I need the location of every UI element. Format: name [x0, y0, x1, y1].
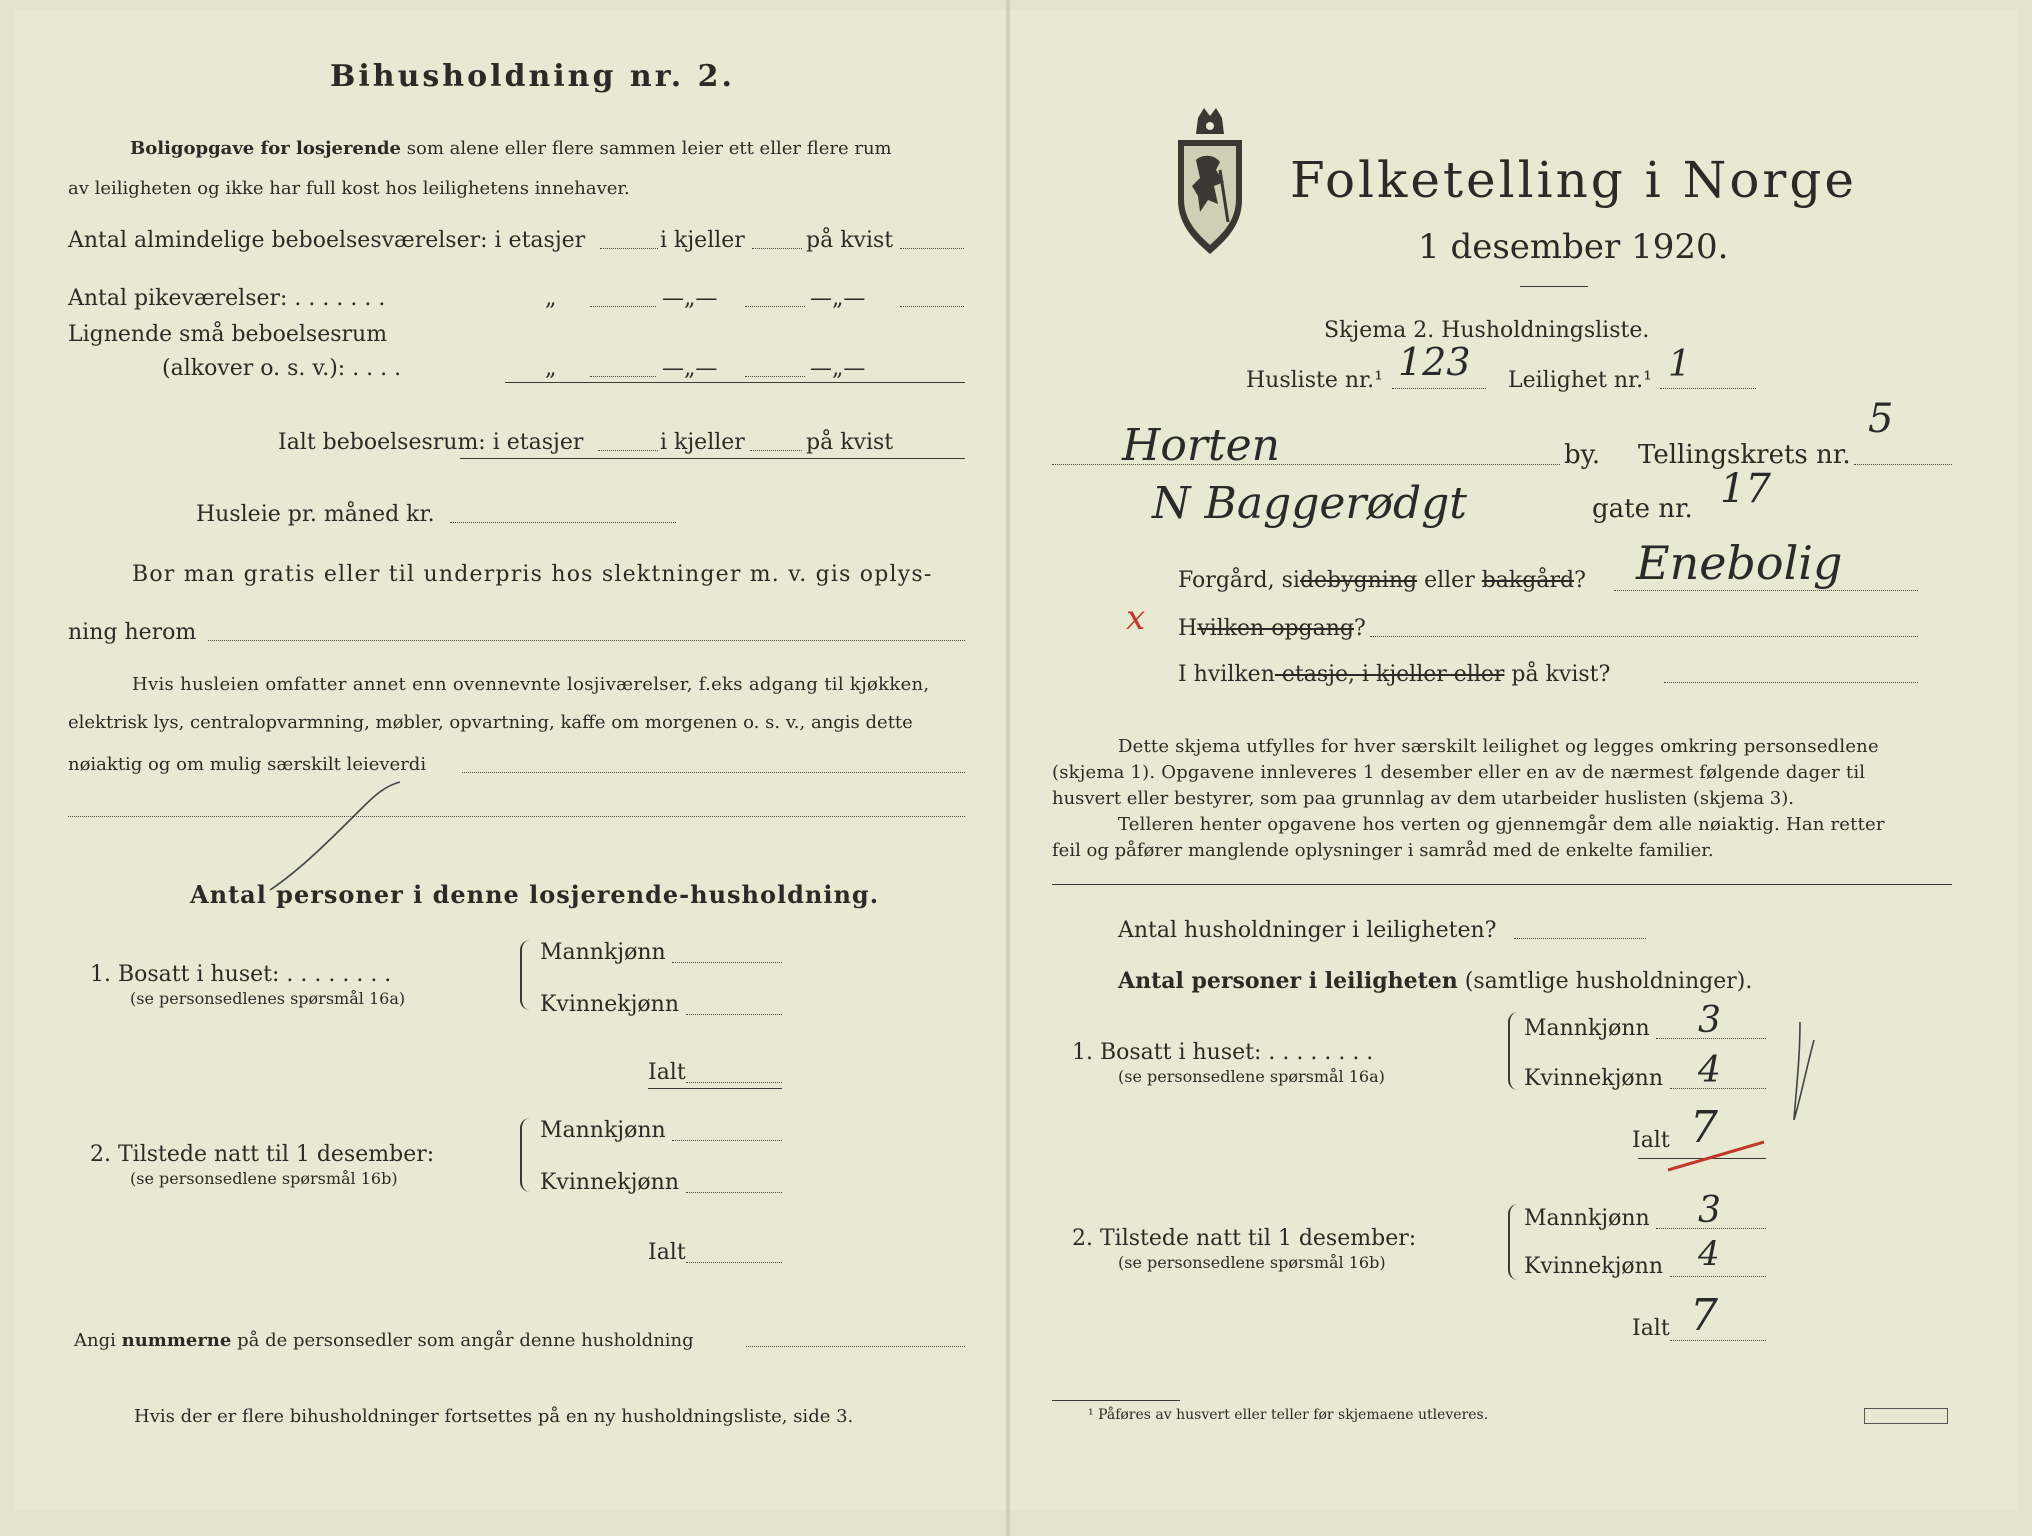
rent-field[interactable] — [450, 522, 676, 523]
apartment-label: Leilighet nr.¹ — [1508, 368, 1652, 393]
left-resident-total-field[interactable] — [686, 1082, 782, 1083]
maid-rooms-ditto-2: —„— — [662, 286, 718, 311]
total-rooms-label: Ialt beboelsesrum: i etasjer — [278, 430, 584, 455]
right-present-total-value: 7 — [1690, 1290, 1718, 1341]
left-present-total-label: Ialt — [648, 1240, 686, 1265]
instructions-line-5: feil og påfører manglende oplysninger i samråd med de enkelte familier. — [1052, 840, 1714, 861]
schema-label: Skjema 2. Husholdningsliste. — [1324, 318, 1650, 343]
right-present-female-field[interactable] — [1670, 1276, 1766, 1277]
left-persons-heading: Antal personer i denne losjerende-husholdning. — [190, 880, 880, 909]
alcoves-floor-field[interactable] — [590, 376, 656, 377]
page-fold — [1006, 0, 1010, 1536]
right-present-brace — [1508, 1204, 1520, 1280]
instructions-line-4: Telleren henter opgavene hos verten og gjennemgår dem alle nøiaktig. Han retter — [1118, 814, 1885, 835]
right-resident-female-label: Kvinnekjønn — [1524, 1066, 1663, 1091]
floor-label: I hvilken etasje, i kjeller eller på kvist? — [1178, 662, 1611, 687]
entrance-red-mark: x — [1126, 598, 1146, 638]
house-list-value: 123 — [1398, 340, 1471, 384]
entrance-label: Hvilken opgang? — [1178, 616, 1366, 641]
yard-field[interactable] — [1614, 590, 1918, 591]
apartment-field[interactable] — [1660, 388, 1756, 389]
right-present-female-value: 4 — [1698, 1234, 1720, 1274]
left-present-male-label: Mannkjønn — [540, 1118, 666, 1143]
right-resident-female-value: 4 — [1698, 1050, 1721, 1091]
total-rooms-attic-label: på kvist — [806, 430, 894, 455]
total-rooms-underline — [460, 458, 965, 459]
households-field[interactable] — [1514, 938, 1646, 939]
alcoves-ditto: „ — [545, 356, 557, 381]
right-resident-male-field[interactable] — [1656, 1038, 1766, 1039]
norway-coat-of-arms-icon — [1168, 104, 1252, 258]
house-list-label: Husliste nr.¹ — [1246, 368, 1383, 393]
right-present-male-label: Mannkjønn — [1524, 1206, 1650, 1231]
floor-field[interactable] — [1664, 682, 1918, 683]
city-field[interactable] — [1052, 464, 1560, 465]
maid-rooms-floor-field[interactable] — [590, 306, 656, 307]
instructions-line-3: husvert eller bestyrer, som paa grunnlag av dem utarbeider huslisten (skjema 3). — [1052, 788, 1794, 809]
maid-rooms-ditto-3: —„— — [810, 286, 866, 311]
households-label: Antal husholdninger i leiligheten? — [1118, 918, 1497, 943]
right-present-male-value: 3 — [1698, 1190, 1721, 1231]
free-housing-field[interactable] — [208, 640, 965, 641]
instructions-rule — [1052, 884, 1952, 885]
rooms-floor-field[interactable] — [600, 248, 658, 249]
rooms-attic-label: på kvist — [806, 228, 894, 253]
right-present-male-field[interactable] — [1656, 1228, 1766, 1229]
alcoves-underline — [505, 382, 965, 383]
left-present-male-field[interactable] — [672, 1140, 782, 1141]
extra-line-2: elektrisk lys, centralopvarmning, møbler, opvartning, kaffe om morgenen o. s. v., angis dette — [68, 712, 913, 733]
right-present-note: (se personsedlene spørsmål 16b) — [1118, 1253, 1386, 1272]
right-resident-total-value: 7 — [1690, 1102, 1718, 1153]
numbers-field[interactable] — [746, 1346, 965, 1347]
right-present-female-label: Kvinnekjønn — [1524, 1254, 1663, 1279]
instructions-line-1: Dette skjema utfylles for hver særskilt leilighet og legges omkring personsedlene — [1118, 736, 1879, 757]
entrance-field[interactable] — [1370, 636, 1918, 637]
left-resident-male-field[interactable] — [672, 962, 782, 963]
footnote-rule — [1052, 1400, 1180, 1401]
right-present-total-field[interactable] — [1670, 1340, 1766, 1341]
right-resident-female-field[interactable] — [1670, 1088, 1766, 1089]
left-resident-note: (se personsedlenes spørsmål 16a) — [130, 989, 406, 1008]
numbers-line: Angi nummerne på de personsedler som angår denne husholdning — [74, 1330, 694, 1351]
total-rooms-cellar-field[interactable] — [750, 450, 802, 451]
extra-line-3: nøiaktig og om mulig særskilt leieverdi — [68, 754, 427, 775]
left-present-brace — [520, 1118, 532, 1192]
pencil-tick-mark — [1780, 1020, 1820, 1130]
maid-rooms-ditto: „ — [545, 286, 557, 311]
maid-rooms-cellar-field[interactable] — [745, 306, 805, 307]
left-present-total-field[interactable] — [686, 1262, 782, 1263]
rooms-label: Antal almindelige beboelsesværelser: i etasjer — [68, 228, 586, 253]
right-resident-total-label: Ialt — [1632, 1128, 1670, 1153]
right-resident-note: (se personsedlene spørsmål 16a) — [1118, 1067, 1385, 1086]
rent-label: Husleie pr. måned kr. — [196, 502, 435, 527]
continue-note: Hvis der er flere bihusholdninger fortsettes på en ny husholdningsliste, side 3. — [134, 1406, 854, 1427]
left-present-female-field[interactable] — [686, 1192, 782, 1193]
maid-rooms-attic-field[interactable] — [900, 306, 964, 307]
right-resident-label: 1. Bosatt i huset: . . . . . . . . — [1072, 1040, 1374, 1065]
right-resident-male-label: Mannkjønn — [1524, 1016, 1650, 1041]
left-resident-male-label: Mannkjønn — [540, 940, 666, 965]
street-value: N Baggerødgt — [1152, 478, 1467, 529]
house-list-field[interactable] — [1392, 388, 1486, 389]
district-value: 5 — [1868, 396, 1894, 442]
title-rule — [1520, 286, 1588, 287]
yard-value: Enebolig — [1636, 536, 1843, 590]
right-resident-brace — [1508, 1012, 1520, 1090]
street-label: gate nr. — [1592, 494, 1693, 524]
free-housing-line-1: Bor man gratis eller til underpris hos slektninger m. v. gis oplys- — [132, 562, 933, 587]
instructions-line-2: (skjema 1). Opgavene innleveres 1 desember eller en av de nærmest følgende dager til — [1052, 762, 1866, 783]
total-rooms-floor-field[interactable] — [598, 450, 658, 451]
extra-line-1: Hvis husleien omfatter annet enn ovennevnte losjiværelser, f.eks adgang til kjøkken, — [132, 674, 930, 695]
total-rooms-cellar-label: i kjeller — [660, 430, 745, 455]
city-value: Horten — [1122, 420, 1280, 471]
left-resident-total-underline — [648, 1088, 782, 1089]
left-title: Bihusholdning nr. 2. — [330, 59, 735, 94]
apartment-value: 1 — [1668, 344, 1691, 385]
right-resident-male-value: 3 — [1698, 1000, 1721, 1041]
right-present-label: 2. Tilstede natt til 1 desember: — [1072, 1226, 1417, 1251]
alcoves-label: (alkover o. s. v.): . . . . — [162, 356, 402, 381]
intro-line-2: av leiligheten og ikke har full kost hos leilighetens innehaver. — [68, 178, 630, 199]
alcoves-ditto-3: —„— — [810, 356, 866, 381]
red-underline-mark — [1664, 1136, 1770, 1176]
left-resident-brace — [520, 940, 532, 1010]
district-label: Tellingskrets nr. — [1638, 440, 1851, 470]
left-resident-female-label: Kvinnekjønn — [540, 992, 679, 1017]
left-present-note: (se personsedlene spørsmål 16b) — [130, 1169, 398, 1188]
extra-field-2[interactable] — [68, 816, 965, 817]
similar-rooms-label: Lignende små beboelsesrum — [68, 322, 388, 347]
rooms-cellar-label: i kjeller — [660, 228, 745, 253]
census-title: Folketelling i Norge — [1290, 151, 1857, 209]
left-resident-label: 1. Bosatt i huset: . . . . . . . . — [90, 962, 392, 987]
intro-line-1: Boligopgave for losjerende som alene eller flere sammen leier ett eller flere rum — [130, 138, 892, 159]
free-housing-line-2: ning herom — [68, 620, 197, 645]
left-resident-female-field[interactable] — [686, 1014, 782, 1015]
alcoves-ditto-2: —„— — [662, 356, 718, 381]
yard-label: Forgård, sidebygning eller bakgård? — [1178, 568, 1586, 593]
footnote: ¹ Påføres av husvert eller teller før skjemaene utleveres. — [1088, 1407, 1489, 1423]
maid-rooms-label: Antal pikeværelser: . . . . . . . — [68, 286, 386, 311]
district-field[interactable] — [1854, 464, 1952, 465]
rooms-cellar-field[interactable] — [752, 248, 802, 249]
alcoves-cellar-field[interactable] — [745, 376, 805, 377]
extra-field-1[interactable] — [462, 772, 965, 773]
printer-stamp — [1864, 1408, 1948, 1424]
street-number-value: 17 — [1720, 466, 1771, 512]
rooms-attic-field[interactable] — [900, 248, 964, 249]
census-date: 1 desember 1920. — [1418, 227, 1729, 267]
right-persons-heading: Antal personer i leiligheten (samtlige husholdninger). — [1118, 968, 1753, 994]
left-resident-total-label: Ialt — [648, 1060, 686, 1085]
left-present-label: 2. Tilstede natt til 1 desember: — [90, 1142, 435, 1167]
right-present-total-label: Ialt — [1632, 1316, 1670, 1341]
left-present-female-label: Kvinnekjønn — [540, 1170, 679, 1195]
city-label: by. — [1564, 440, 1601, 470]
